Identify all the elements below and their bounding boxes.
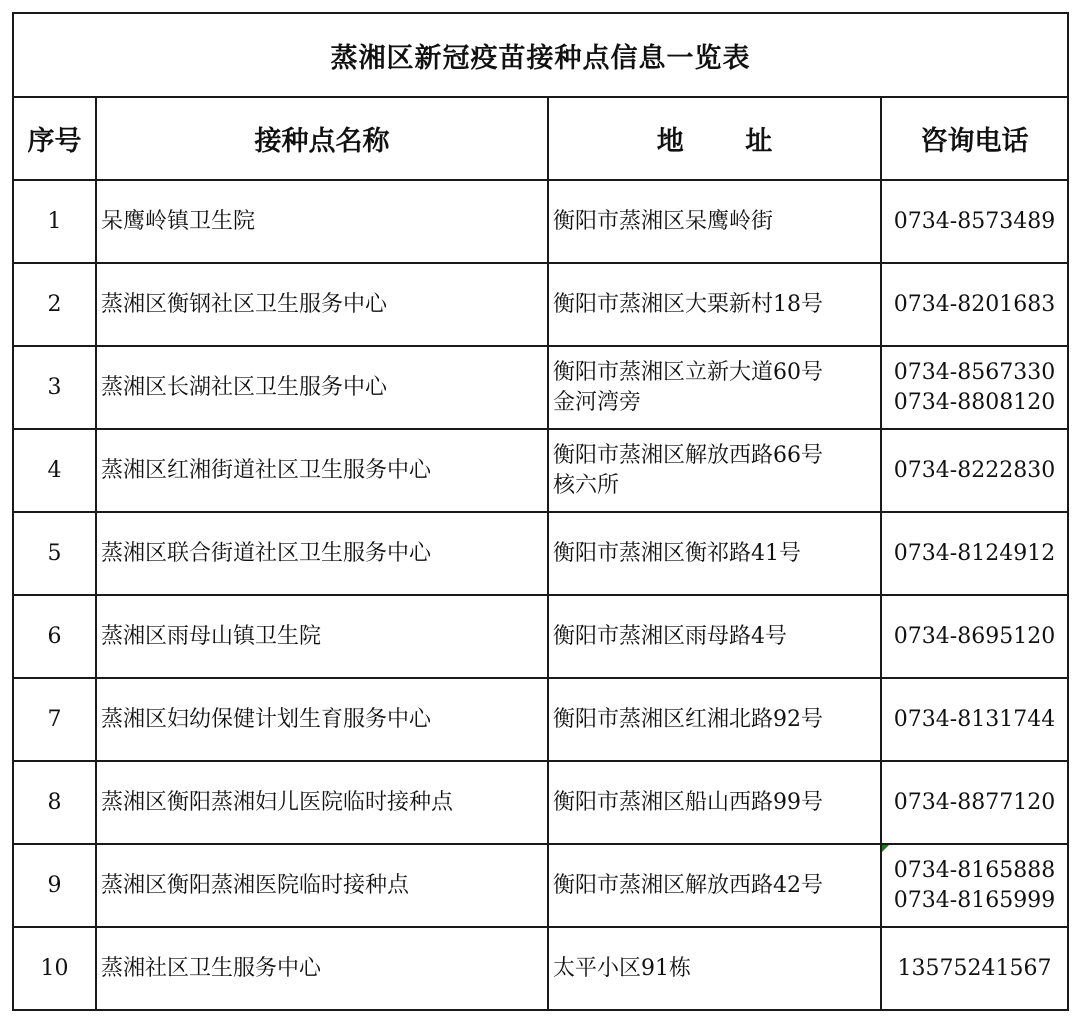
row-number: 2 — [13, 263, 96, 346]
phone-number: 13575241567 — [897, 955, 1052, 981]
header-name: 接种点名称 — [96, 97, 548, 180]
site-phone — [881, 346, 1068, 429]
site-address — [548, 927, 881, 1010]
table-row — [13, 595, 1068, 678]
site-name: 蒸湘区衡钢社区卫生服务中心 — [96, 263, 548, 346]
row-number: 1 — [13, 180, 96, 263]
header-row — [13, 97, 1068, 180]
phone-number: 0734-8165888 — [893, 857, 1056, 883]
address-line: 衡阳市蒸湘区解放西路42号 — [553, 872, 823, 898]
table-row — [13, 346, 1068, 429]
table-row — [13, 429, 1068, 512]
phone-number: 0734-8201683 — [893, 291, 1056, 317]
row-number: 5 — [13, 512, 96, 595]
phone-number: 0734-8695120 — [893, 623, 1056, 649]
address-line: 衡阳市蒸湘区解放西路66号 — [553, 442, 823, 468]
address-line: 衡阳市蒸湘区船山西路99号 — [553, 789, 823, 815]
table-title: 蒸湘区新冠疫苗接种点信息一览表 — [13, 13, 1068, 97]
table-row — [13, 844, 1068, 927]
address-line: 衡阳市蒸湘区呆鹰岭街 — [553, 208, 774, 234]
phone-number: 0734-8131744 — [893, 706, 1056, 732]
site-name: 蒸湘区雨母山镇卫生院 — [96, 595, 548, 678]
header-address: 地 址 — [548, 97, 881, 180]
row-number: 9 — [13, 844, 96, 927]
site-address — [548, 346, 881, 429]
table-row — [13, 927, 1068, 1010]
row-number: 3 — [13, 346, 96, 429]
site-phone — [881, 927, 1068, 1010]
address-line: 核六所 — [553, 472, 620, 498]
site-phone — [881, 844, 1068, 927]
site-name: 蒸湘区红湘街道社区卫生服务中心 — [96, 429, 548, 512]
site-address — [548, 180, 881, 263]
site-name: 蒸湘区妇幼保健计划生育服务中心 — [96, 678, 548, 761]
row-number: 6 — [13, 595, 96, 678]
row-number: 4 — [13, 429, 96, 512]
site-phone — [881, 429, 1068, 512]
site-name: 蒸湘区长湖社区卫生服务中心 — [96, 346, 548, 429]
table-row — [13, 761, 1068, 844]
phone-number: 0734-8573489 — [893, 208, 1056, 234]
row-number: 10 — [13, 927, 96, 1010]
site-phone — [881, 263, 1068, 346]
phone-number: 0734-8165999 — [893, 887, 1056, 913]
address-line: 衡阳市蒸湘区雨母路4号 — [553, 623, 787, 649]
site-address — [548, 512, 881, 595]
phone-number: 0734-8808120 — [893, 389, 1056, 415]
site-phone — [881, 180, 1068, 263]
address-line: 衡阳市蒸湘区立新大道60号 — [553, 359, 823, 385]
table-row — [13, 678, 1068, 761]
site-address — [548, 263, 881, 346]
site-address — [548, 844, 881, 927]
address-line: 衡阳市蒸湘区衡祁路41号 — [553, 540, 801, 566]
site-phone — [881, 595, 1068, 678]
table-row — [13, 263, 1068, 346]
row-number: 8 — [13, 761, 96, 844]
site-name: 蒸湘区衡阳蒸湘妇儿医院临时接种点 — [96, 761, 548, 844]
site-address — [548, 761, 881, 844]
vaccination-sites-table — [12, 12, 1069, 1011]
phone-number: 0734-8567330 — [893, 359, 1056, 385]
phone-number: 0734-8877120 — [893, 789, 1056, 815]
site-address — [548, 678, 881, 761]
table-row — [13, 512, 1068, 595]
cell-comment-marker — [882, 845, 889, 852]
header-no: 序号 — [13, 97, 96, 180]
site-name: 呆鹰岭镇卫生院 — [96, 180, 548, 263]
address-line: 太平小区91栋 — [553, 955, 691, 981]
row-number: 7 — [13, 678, 96, 761]
header-phone: 咨询电话 — [881, 97, 1068, 180]
site-name: 蒸湘区衡阳蒸湘医院临时接种点 — [96, 844, 548, 927]
site-phone — [881, 678, 1068, 761]
site-address — [548, 429, 881, 512]
site-name: 蒸湘区联合街道社区卫生服务中心 — [96, 512, 548, 595]
address-line: 衡阳市蒸湘区红湘北路92号 — [553, 706, 823, 732]
phone-number: 0734-8124912 — [893, 540, 1056, 566]
site-phone — [881, 761, 1068, 844]
site-phone — [881, 512, 1068, 595]
address-line: 衡阳市蒸湘区大栗新村18号 — [553, 291, 823, 317]
address-line: 金河湾旁 — [553, 389, 642, 415]
table-row — [13, 180, 1068, 263]
phone-number: 0734-8222830 — [893, 457, 1056, 483]
site-name: 蒸湘社区卫生服务中心 — [96, 927, 548, 1010]
site-address — [548, 595, 881, 678]
